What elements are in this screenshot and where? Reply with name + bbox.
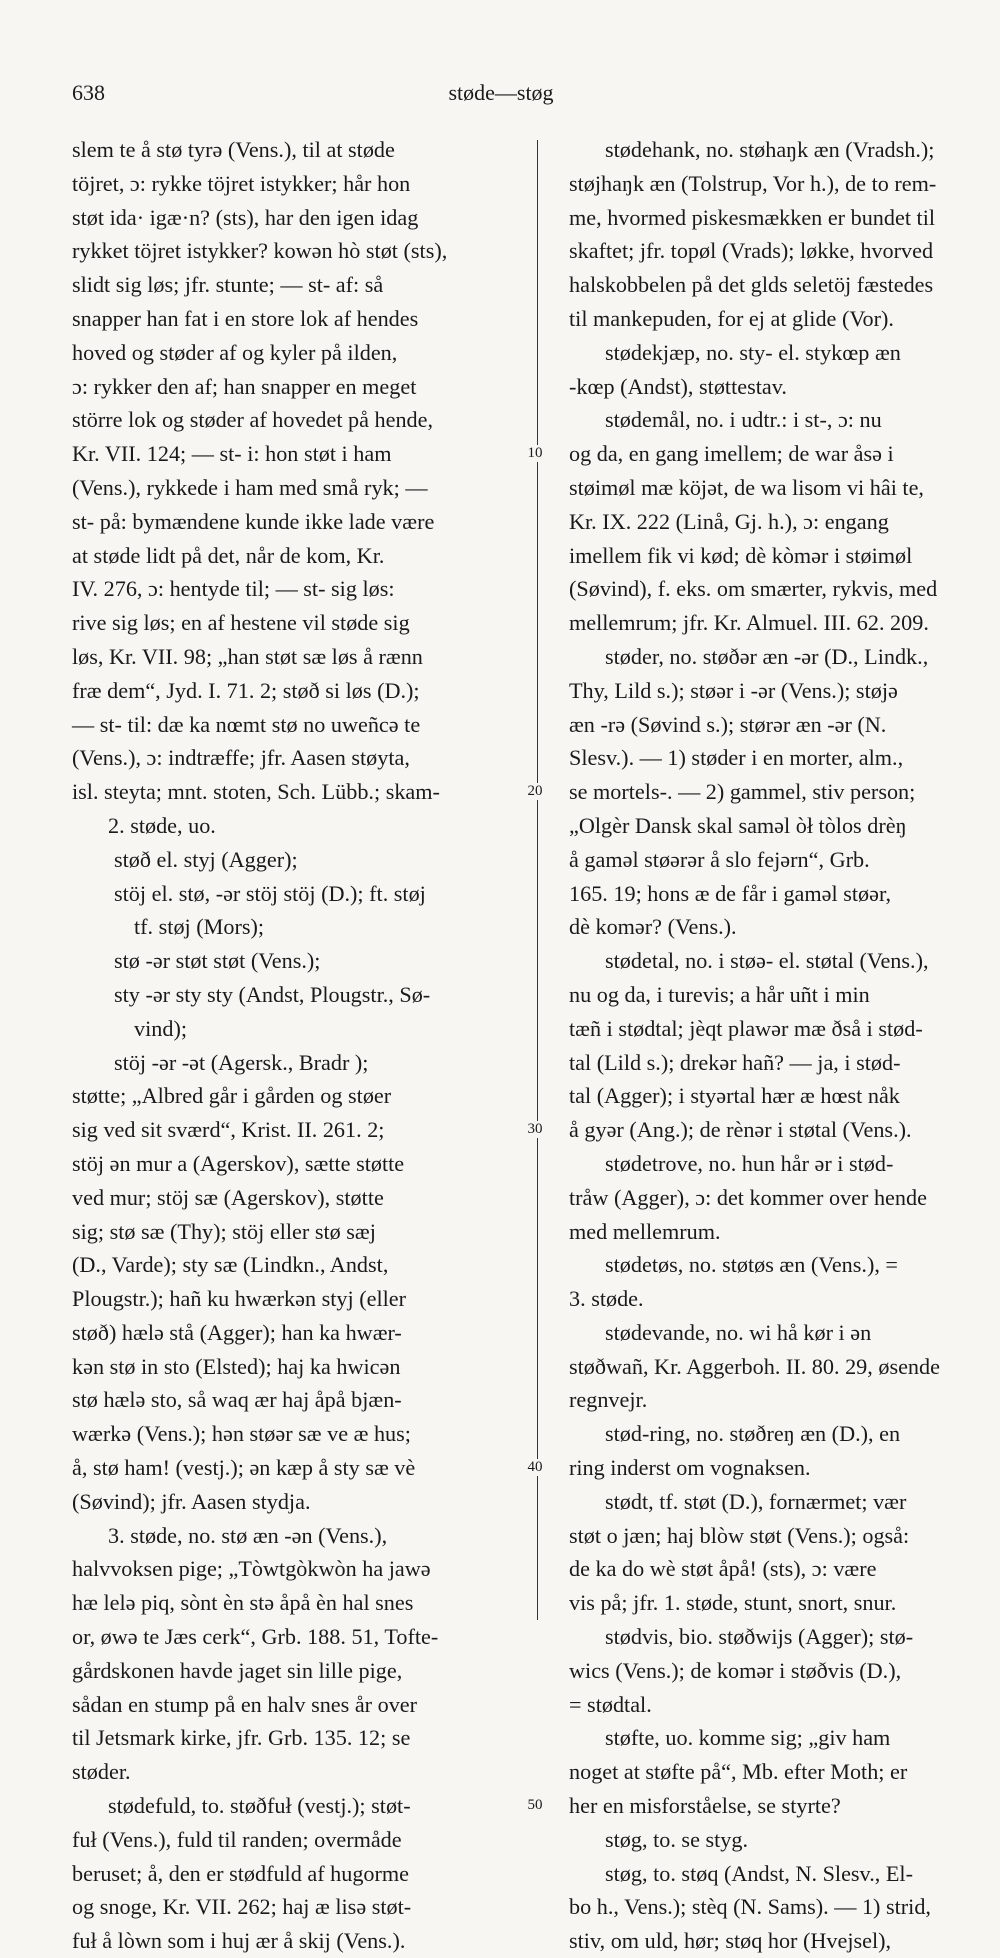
text-line: støt ida· igæ·n? (sts), har den igen idag xyxy=(72,204,419,230)
text-line: tæñ i stødtal; jèqt plawər mæ ðså i stød- xyxy=(569,1015,923,1041)
text-line: stød-ring, no. støðreŋ æn (D.), en xyxy=(605,1421,901,1447)
text-line: støð el. styj (Agger); xyxy=(114,846,298,872)
text-line: or, øwə te Jæs cerk“, Grb. 188. 51, Tofte- xyxy=(72,1624,439,1650)
text-line: 165. 19; hons æ de får i gaməl støər, xyxy=(569,880,891,906)
text-line: me, hvormed piskesmækken er bundet til xyxy=(569,204,936,230)
text-line: skaftet; jfr. topøl (Vrads); løkke, hvorved xyxy=(569,238,934,264)
text-line: til mankepuden, for ej at glide (Vor). xyxy=(569,305,894,331)
text-line: fuł å lòwn som i huj ær å skij (Vens.). xyxy=(72,1928,406,1954)
text-line: løs, Kr. VII. 98; „han støt sæ løs å rænn xyxy=(72,643,423,669)
text-line: = stødtal. xyxy=(569,1691,652,1717)
page-number: 638 xyxy=(72,80,105,105)
text-line: IV. 276, ɔ: hentyde til; — st- sig løs: xyxy=(72,576,395,602)
text-line: tal (Agger); i styərtal hær æ hœst nåk xyxy=(569,1083,900,1109)
text-line: isl. steyta; mnt. stoten, Sch. Lübb.; skam- xyxy=(72,779,440,805)
text-line: slidt sig løs; jfr. stunte; — st- af: så xyxy=(72,272,384,298)
text-line: (Søvind), f. eks. om smærter, rykvis, med xyxy=(569,576,938,602)
text-line: imellem fik vi kød; dè kòmər i støimøl xyxy=(569,542,913,568)
text-line: stødekjæp, no. sty- el. stykœp æn xyxy=(605,339,901,365)
text-line: støfte, uo. komme sig; „giv ham xyxy=(605,1725,891,1751)
text-line: tråw (Agger), ɔ: det kommer over hende xyxy=(569,1184,927,1210)
text-line: slem te å stø tyrə (Vens.), til at støde xyxy=(72,137,395,162)
text-line: stöj el. stø, -ər stöj stöj (D.); ft. støj xyxy=(114,880,426,906)
text-line: sådan en stump på en halv snes år over xyxy=(72,1691,418,1717)
text-line: kən stø in sto (Elsted); haj ka hwicən xyxy=(72,1353,401,1379)
text-line: at støde lidt på det, når de kom, Kr. xyxy=(72,542,385,568)
text-line: stødefuld, to. støðfuł (vestj.); støt- xyxy=(108,1793,411,1819)
text-line: gårdskonen havde jaget sin lille pige, xyxy=(72,1657,403,1683)
text-line: större lok og støder af hovedet på hende, xyxy=(72,407,434,433)
text-line: stødemål, no. i udtr.: i st-, ɔ: nu xyxy=(605,407,882,433)
line-number: 10 xyxy=(520,445,550,462)
text-line: stødetøs, no. støtøs æn (Vens.), = xyxy=(605,1252,898,1278)
line-number: 20 xyxy=(520,783,550,800)
text-line: støjhaŋk æn (Tolstrup, Vor h.), de to rem- xyxy=(569,170,937,196)
page-header xyxy=(72,80,930,110)
text-line: tal (Lild s.); drekər hañ? — ja, i stød- xyxy=(569,1049,901,1075)
text-line: sig; stø sæ (Thy); stöj eller stø sæj xyxy=(72,1218,376,1244)
text-line: og snoge, Kr. VII. 262; haj æ lisə støt- xyxy=(72,1894,412,1920)
text-line: rykket töjret istykker? kowən hò støt (sts), xyxy=(72,238,448,264)
text-line: stødetal, no. i støə- el. støtal (Vens.), xyxy=(605,948,929,974)
text-line: Kr. VII. 124; — st- i: hon støt i ham xyxy=(72,441,392,467)
column-divider xyxy=(537,140,538,1620)
text-line: fræ dem“, Jyd. I. 71. 2; støð si løs (D.); xyxy=(72,677,420,703)
text-line: stødt, tf. støt (D.), fornærmet; vær xyxy=(605,1488,907,1514)
text-line: vind); xyxy=(134,1015,187,1041)
text-line: mellemrum; jfr. Kr. Almuel. III. 62. 209. xyxy=(569,610,929,636)
text-line: støðwañ, Kr. Aggerboh. II. 80. 29, øsende xyxy=(569,1353,940,1379)
text-line: fuł (Vens.), fuld til randen; overmåde xyxy=(72,1826,402,1852)
text-line: ɔ: rykker den af; han snapper en meget xyxy=(72,373,417,399)
text-line: halvvoksen pige; „Tòwtgòkwòn ha jawə xyxy=(72,1556,431,1582)
text-line: (Søvind); jfr. Aasen stydja. xyxy=(72,1488,311,1514)
text-line: Slesv.). — 1) støder i en morter, alm., xyxy=(569,745,904,771)
text-line: stiv, om uld, hør; støq hor (Hvejsel), xyxy=(569,1928,892,1954)
text-line: 2. støde, uo. xyxy=(108,812,216,838)
text-line: stødvis, bio. støðwijs (Agger); stø- xyxy=(605,1624,914,1650)
text-line: hoved og støder af og kyler på ilden, xyxy=(72,339,398,365)
running-head: støde—støg xyxy=(448,80,554,105)
text-line: 3. støde. xyxy=(569,1286,644,1312)
text-line: halskobbelen på det glds seletöj fæstedes xyxy=(569,272,934,298)
text-line: töjret, ɔ: rykke töjret istykker; hår hon xyxy=(72,170,411,196)
text-line: vis på; jfr. 1. støde, stunt, snort, snur. xyxy=(569,1590,897,1616)
text-line: de ka do wè støt åpå! (sts), ɔ: være xyxy=(569,1556,877,1582)
text-line: (D., Varde); sty sæ (Lindkn., Andst, xyxy=(72,1252,389,1278)
text-line: Plougstr.); hañ ku hwærkən styj (eller xyxy=(72,1286,407,1312)
line-number: 40 xyxy=(520,1459,550,1476)
line-number: 50 xyxy=(520,1797,550,1814)
text-line: Thy, Lild s.); støər i -ər (Vens.); støjə xyxy=(569,677,898,703)
text-line: og da, en gang imellem; de war åsə i xyxy=(569,441,894,467)
text-line: å gaməl støərər å slo fejərn“, Grb. xyxy=(569,846,870,872)
text-line: stöj -ər -ət (Agersk., Bradr ); xyxy=(114,1049,369,1075)
text-line: stø hælə sto, så waq ær haj åpå bjæn- xyxy=(72,1387,402,1413)
text-line: (Vens.), rykkede i ham med små ryk; — xyxy=(72,474,428,500)
text-line: st- på: bymændene kunde ikke lade være xyxy=(72,508,435,534)
text-line: stødevande, no. wi hå kør i ən xyxy=(605,1319,872,1345)
text-line: æn -rə (Søvind s.); størər æn -ər (N. xyxy=(569,711,887,737)
text-line: her en misforståelse, se styrte? xyxy=(569,1793,841,1819)
text-line: Kr. IX. 222 (Linå, Gj. h.), ɔ: engang xyxy=(569,508,889,534)
text-line: å, stø ham! (vestj.); ən kæp å sty sæ vè xyxy=(72,1455,416,1481)
text-line: -kœp (Andst), støttestav. xyxy=(569,373,787,399)
text-line: noget at støfte på“, Mb. efter Moth; er xyxy=(569,1759,908,1785)
text-line: sig ved sit sværd“, Krist. II. 261. 2; xyxy=(72,1117,385,1143)
text-line: støder. xyxy=(72,1759,131,1785)
text-line: støtte; „Albred går i gården og støer xyxy=(72,1083,392,1109)
text-line: støder, no. støðər æn -ər (D., Lindk., xyxy=(605,643,929,669)
text-line: 3. støde, no. stø æn -ən (Vens.), xyxy=(108,1522,388,1548)
right-column xyxy=(569,133,961,1958)
text-line: stødetrove, no. hun hår ər i stød- xyxy=(605,1150,894,1176)
text-line: dè komər? (Vens.). xyxy=(569,914,737,940)
text-line: stöj ən mur a (Agerskov), sætte støtte xyxy=(72,1150,405,1176)
text-line: ved mur; stöj sæ (Agerskov), støtte xyxy=(72,1184,384,1210)
text-line: nu og da, i turevis; a hår uñt i min xyxy=(569,981,870,1007)
text-line: støg, to. se styg. xyxy=(605,1826,748,1852)
text-line: wærkə (Vens.); hən støər sæ ve æ hus; xyxy=(72,1421,411,1447)
text-line: (Vens.), ɔ: indtræffe; jfr. Aasen støyta, xyxy=(72,745,410,771)
text-line: sty -ər sty sty (Andst, Plougstr., Sø- xyxy=(114,981,431,1007)
text-line: rive sig løs; en af hestene vil støde sig xyxy=(72,610,410,636)
text-line: støt o jæn; haj blòw støt (Vens.); også: xyxy=(569,1522,910,1548)
text-line: wics (Vens.); de komər i støðvis (D.), xyxy=(569,1657,902,1683)
text-line: med mellemrum. xyxy=(569,1218,721,1244)
text-line: stø -ər støt støt (Vens.); xyxy=(114,948,321,974)
text-line: — st- til: dæ ka nœmt stø no uweñcə te xyxy=(72,711,421,737)
text-line: til Jetsmark kirke, jfr. Grb. 135. 12; se xyxy=(72,1725,411,1751)
left-column xyxy=(72,133,524,1958)
text-line: regnvejr. xyxy=(569,1387,648,1413)
text-line: se mortels-. — 2) gammel, stiv person; xyxy=(569,779,916,805)
text-line: ring inderst om vognaksen. xyxy=(569,1455,811,1481)
text-line: bo h., Vens.); stèq (N. Sams). — 1) strid, xyxy=(569,1894,931,1920)
text-line: stødehank, no. støhaŋk æn (Vradsh.); xyxy=(605,137,935,162)
text-line: støð) hælə stå (Agger); han ka hwær- xyxy=(72,1319,402,1345)
text-line: hæ lelə piq, sònt èn stə åpå èn hal snes xyxy=(72,1590,414,1616)
text-line: tf. støj (Mors); xyxy=(134,914,265,940)
line-number: 30 xyxy=(520,1121,550,1138)
text-line: beruset; å, den er stødfuld af hugorme xyxy=(72,1860,410,1886)
text-line: støimøl mæ köjət, de wa lisom vi hâi te, xyxy=(569,474,924,500)
text-line: „Olgèr Dansk skal saməl òł tòlos drèŋ xyxy=(569,812,907,838)
text-line: snapper han fat i en store lok af hendes xyxy=(72,305,419,331)
text-line: støg, to. støq (Andst, N. Slesv., El- xyxy=(605,1860,913,1886)
text-line: å gyər (Ang.); de rènər i støtal (Vens.). xyxy=(569,1117,912,1143)
